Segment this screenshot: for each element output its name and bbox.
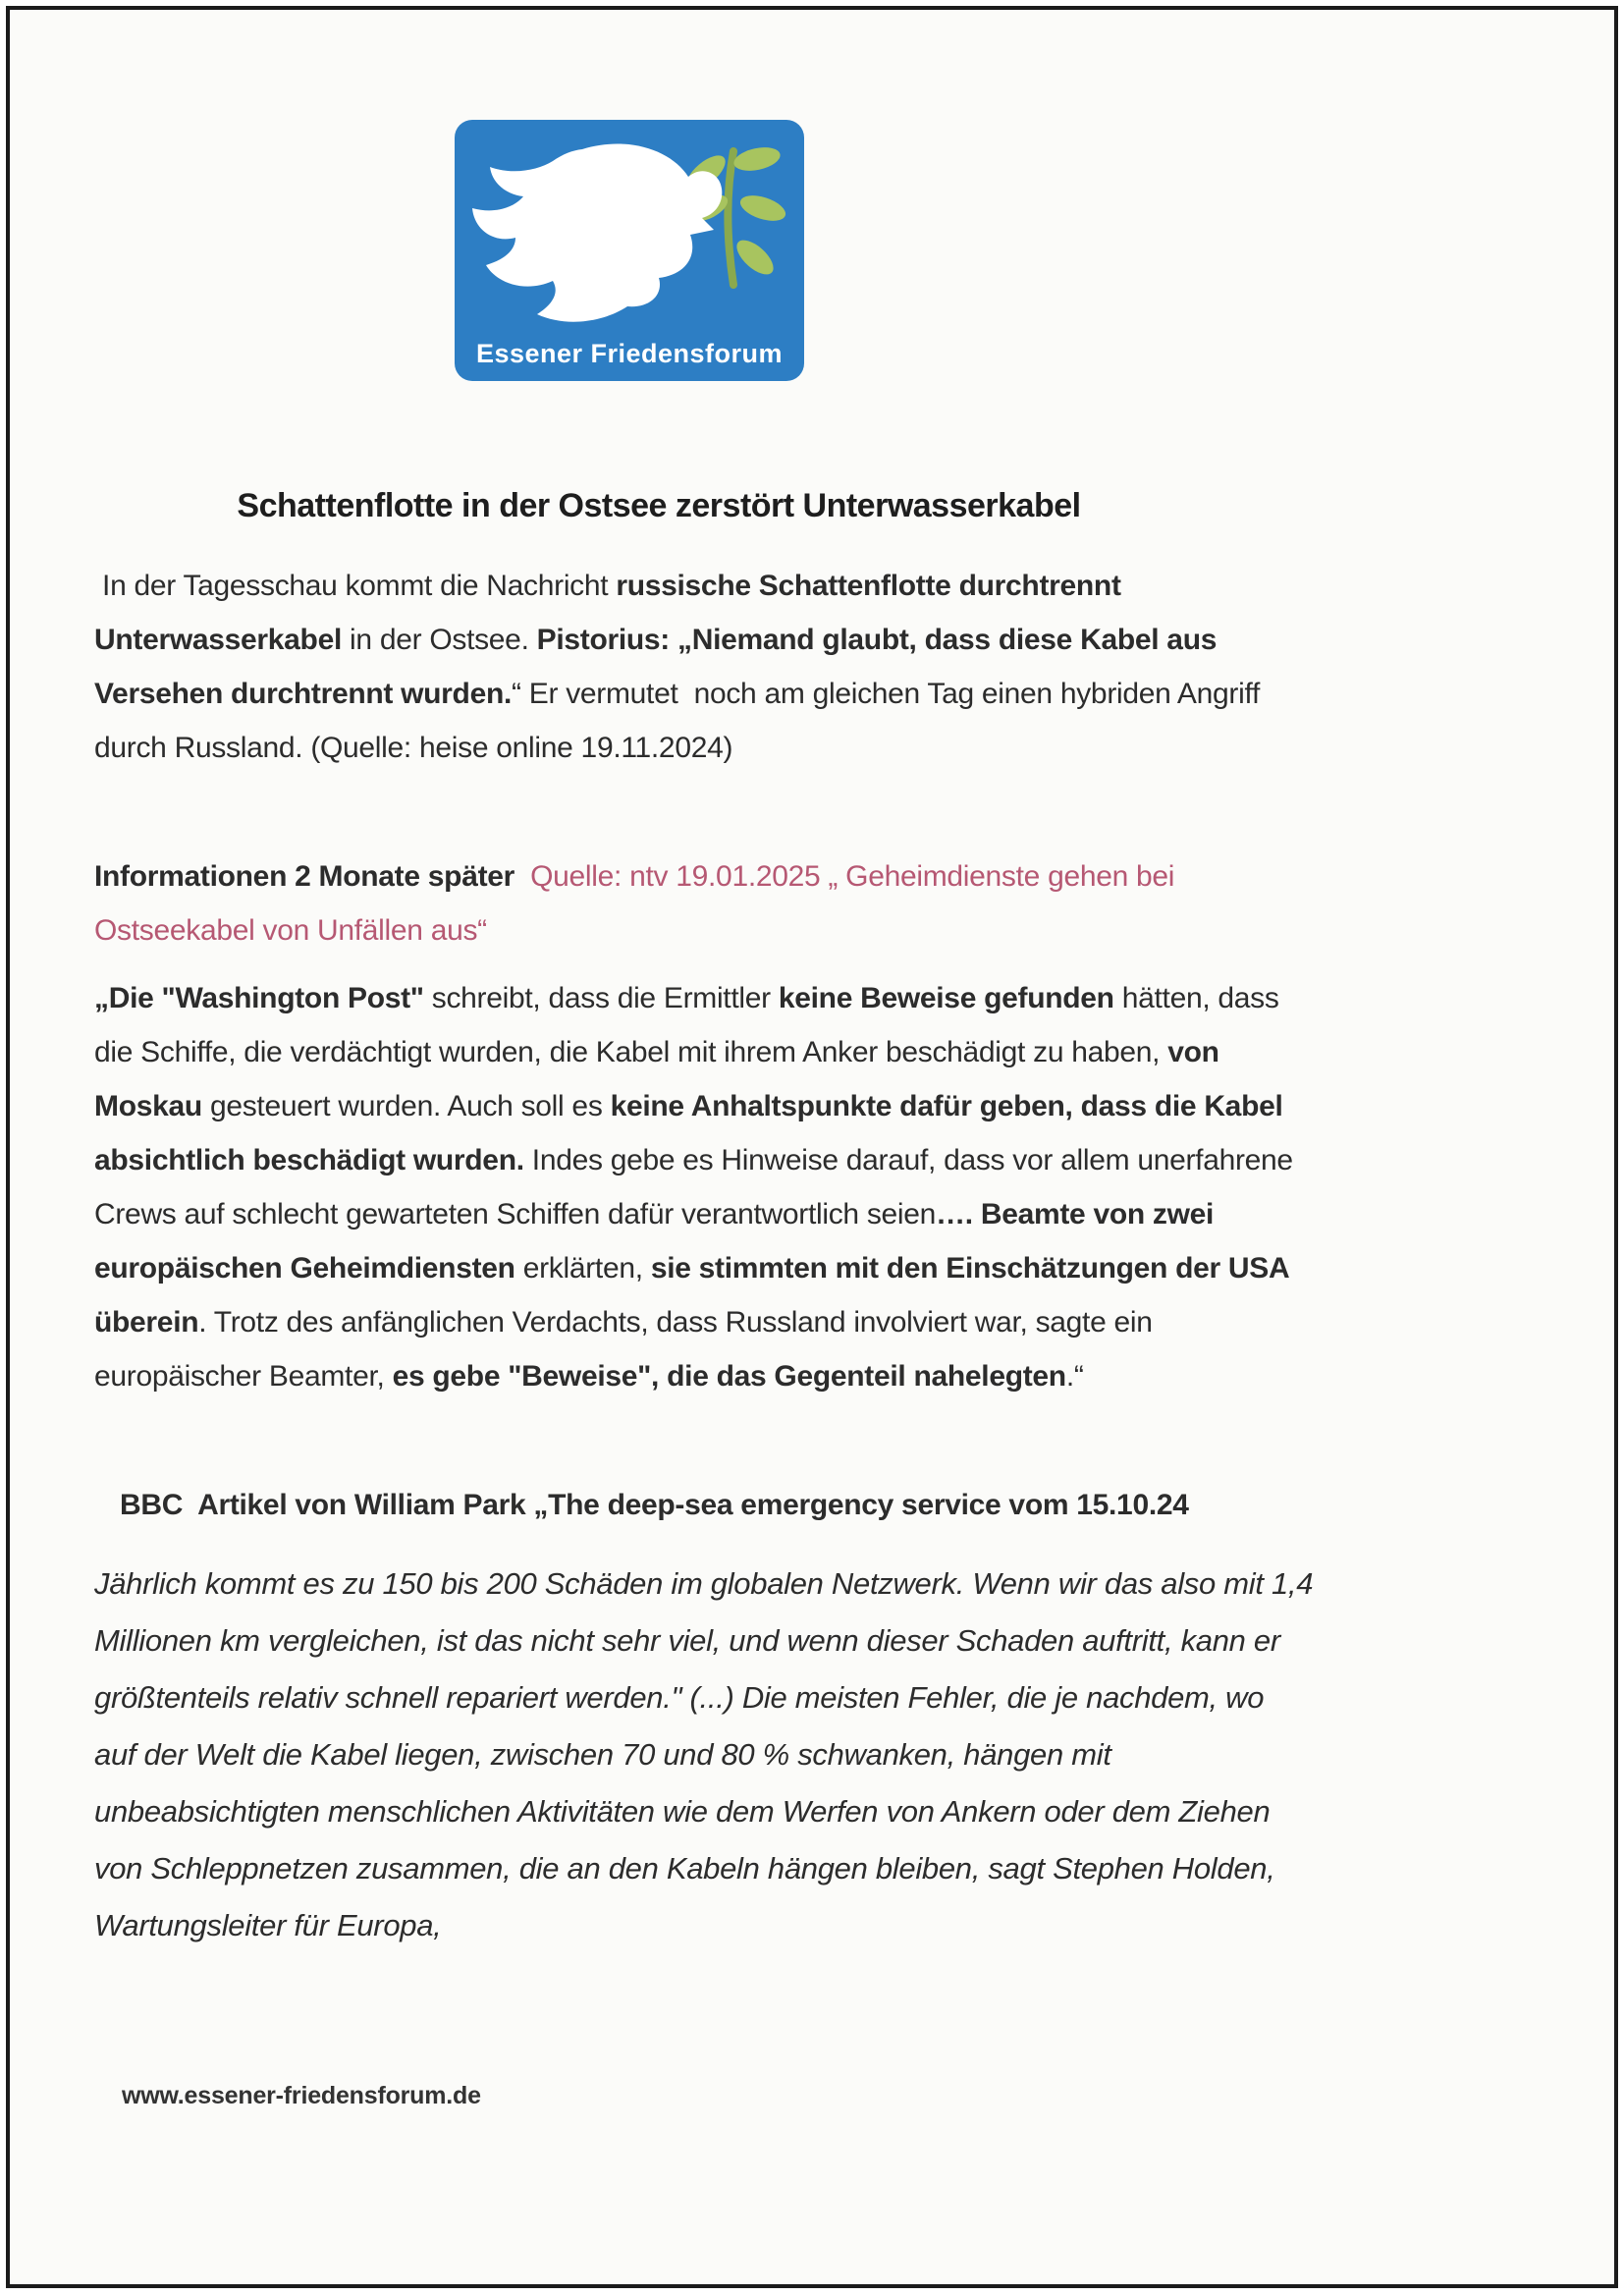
text-segment: auf der Welt die Kabel liegen, zwischen 70 und 80 % schwanken, hängen mit xyxy=(94,1737,1111,1772)
text-segment: sie stimmten mit den Einschätzungen der USA xyxy=(650,1252,1290,1285)
text-segment: es gebe "Beweise", die das Gegenteil nahelegten xyxy=(392,1360,1066,1393)
text-line xyxy=(94,1241,1536,1295)
website-url: www.essener-friedensforum.de xyxy=(122,2082,481,2109)
text-segment: BBC Artikel von William Park „The deep-sea emergency service vom 15.10.24 xyxy=(112,1489,1189,1521)
text-segment: von Schleppnetzen zusammen, die an den Kabeln hängen bleiben, sagt Stephen Holden, xyxy=(94,1851,1275,1886)
text-line xyxy=(94,1295,1536,1349)
text-segment: „Die "Washington Post" xyxy=(94,982,424,1014)
text-segment: . Trotz des anfänglichen Verdachts, dass Russland involviert war, sagte ein xyxy=(198,1306,1153,1339)
paragraph-intro xyxy=(94,559,1536,775)
text-segment: schreibt, dass die Ermittler xyxy=(423,982,779,1014)
text-segment: Versehen durchtrennt wurden. xyxy=(94,678,513,710)
text-line xyxy=(94,667,1536,721)
document-title: Schattenflotte in der Ostsee zerstört Unterwasserkabel xyxy=(237,487,1081,524)
text-line xyxy=(94,849,1536,903)
text-segment: Unterwasserkabel xyxy=(94,624,343,656)
text-segment: europäischer Beamter, xyxy=(94,1360,393,1393)
text-segment: Moskau xyxy=(94,1090,202,1122)
text-segment: In der Tagesschau kommt die Nachricht xyxy=(94,570,617,602)
text-line xyxy=(94,1079,1536,1133)
text-segment: hätten, dass xyxy=(1113,982,1279,1014)
text-line xyxy=(94,1783,1536,1840)
text-line xyxy=(94,903,1536,957)
text-segment: …. Beamte von zwei xyxy=(936,1198,1215,1230)
text-segment: .“ xyxy=(1065,1360,1084,1393)
text-segment: Indes gebe es Hinweise darauf, dass vor allem unerfahrene xyxy=(523,1144,1293,1176)
text-line xyxy=(94,971,1536,1025)
text-line xyxy=(94,1840,1536,1897)
text-line xyxy=(94,1349,1536,1403)
text-line xyxy=(94,1669,1536,1726)
organization-name: Essener Friedensforum xyxy=(475,339,784,368)
text-segment: absichtlich beschädigt wurden. xyxy=(94,1144,524,1176)
text-segment: “ Er vermutet noch am gleichen Tag einen hybriden Angriff xyxy=(512,678,1260,710)
text-segment: größtenteils relativ schnell repariert werden." (...) Die meisten Fehler, die je nachdem, wo xyxy=(94,1680,1265,1715)
text-segment: keine Beweise gefunden xyxy=(778,982,1114,1014)
text-segment: gesteuert wurden. Auch soll es xyxy=(201,1090,611,1122)
paragraph-washington-post xyxy=(94,971,1536,1403)
text-segment: Crews auf schlecht gewarteten Schiffen dafür verantwortlich seien xyxy=(94,1198,937,1230)
document-content xyxy=(10,120,1614,2110)
text-line xyxy=(94,1726,1536,1783)
text-segment: Jährlich kommt es zu 150 bis 200 Schäden im globalen Netzwerk. Wenn wir das also mit 1,4 xyxy=(94,1566,1314,1601)
text-line xyxy=(94,1897,1536,1954)
text-segment xyxy=(514,860,530,893)
text-line xyxy=(94,1613,1536,1669)
document-body xyxy=(94,559,1536,1954)
text-segment: durch Russland. (Quelle: heise online 19.11.2024) xyxy=(94,732,733,764)
text-segment: unbeabsichtigten menschlichen Aktivitäten wie dem Werfen von Ankern oder dem Ziehen xyxy=(94,1794,1271,1829)
text-line xyxy=(94,613,1536,667)
text-line xyxy=(94,1556,1536,1613)
text-segment: Informationen 2 Monate später xyxy=(94,860,515,893)
text-segment: in der Ostsee. xyxy=(342,624,537,656)
paragraph-bbc-quote xyxy=(94,1556,1536,1954)
text-segment: erklärten, xyxy=(514,1252,651,1285)
text-segment: Pistorius: „Niemand glaubt, dass diese Kabel aus xyxy=(536,624,1218,656)
text-line xyxy=(94,559,1536,613)
organization-logo xyxy=(455,120,804,381)
text-segment: europäischen Geheimdiensten xyxy=(94,1252,515,1285)
text-segment: keine Anhaltspunkte dafür geben, dass die Kabel xyxy=(610,1090,1283,1122)
text-segment: überein xyxy=(94,1306,199,1339)
heading-info-update xyxy=(94,849,1536,957)
heading-bbc-article xyxy=(94,1478,1536,1532)
text-segment: von xyxy=(1167,1036,1219,1068)
text-segment: Ostseekabel von Unfällen aus“ xyxy=(94,914,487,947)
text-segment: Wartungsleiter für Europa, xyxy=(94,1908,442,1942)
text-line xyxy=(94,1025,1536,1079)
text-segment: Quelle: ntv 19.01.2025 „ Geheimdienste gehen bei xyxy=(530,860,1175,893)
text-line xyxy=(112,1478,1536,1532)
text-segment: Millionen km vergleichen, ist das nicht sehr viel, und wenn dieser Schaden auftritt, kann er xyxy=(94,1623,1280,1658)
text-segment: russische Schattenflotte durchtrennt xyxy=(616,570,1121,602)
text-line xyxy=(94,721,1536,775)
document-page xyxy=(6,6,1618,2288)
text-line xyxy=(94,1187,1536,1241)
text-line xyxy=(94,1133,1536,1187)
text-segment: die Schiffe, die verdächtigt wurden, die Kabel mit ihrem Anker beschädigt zu haben, xyxy=(94,1036,1168,1068)
